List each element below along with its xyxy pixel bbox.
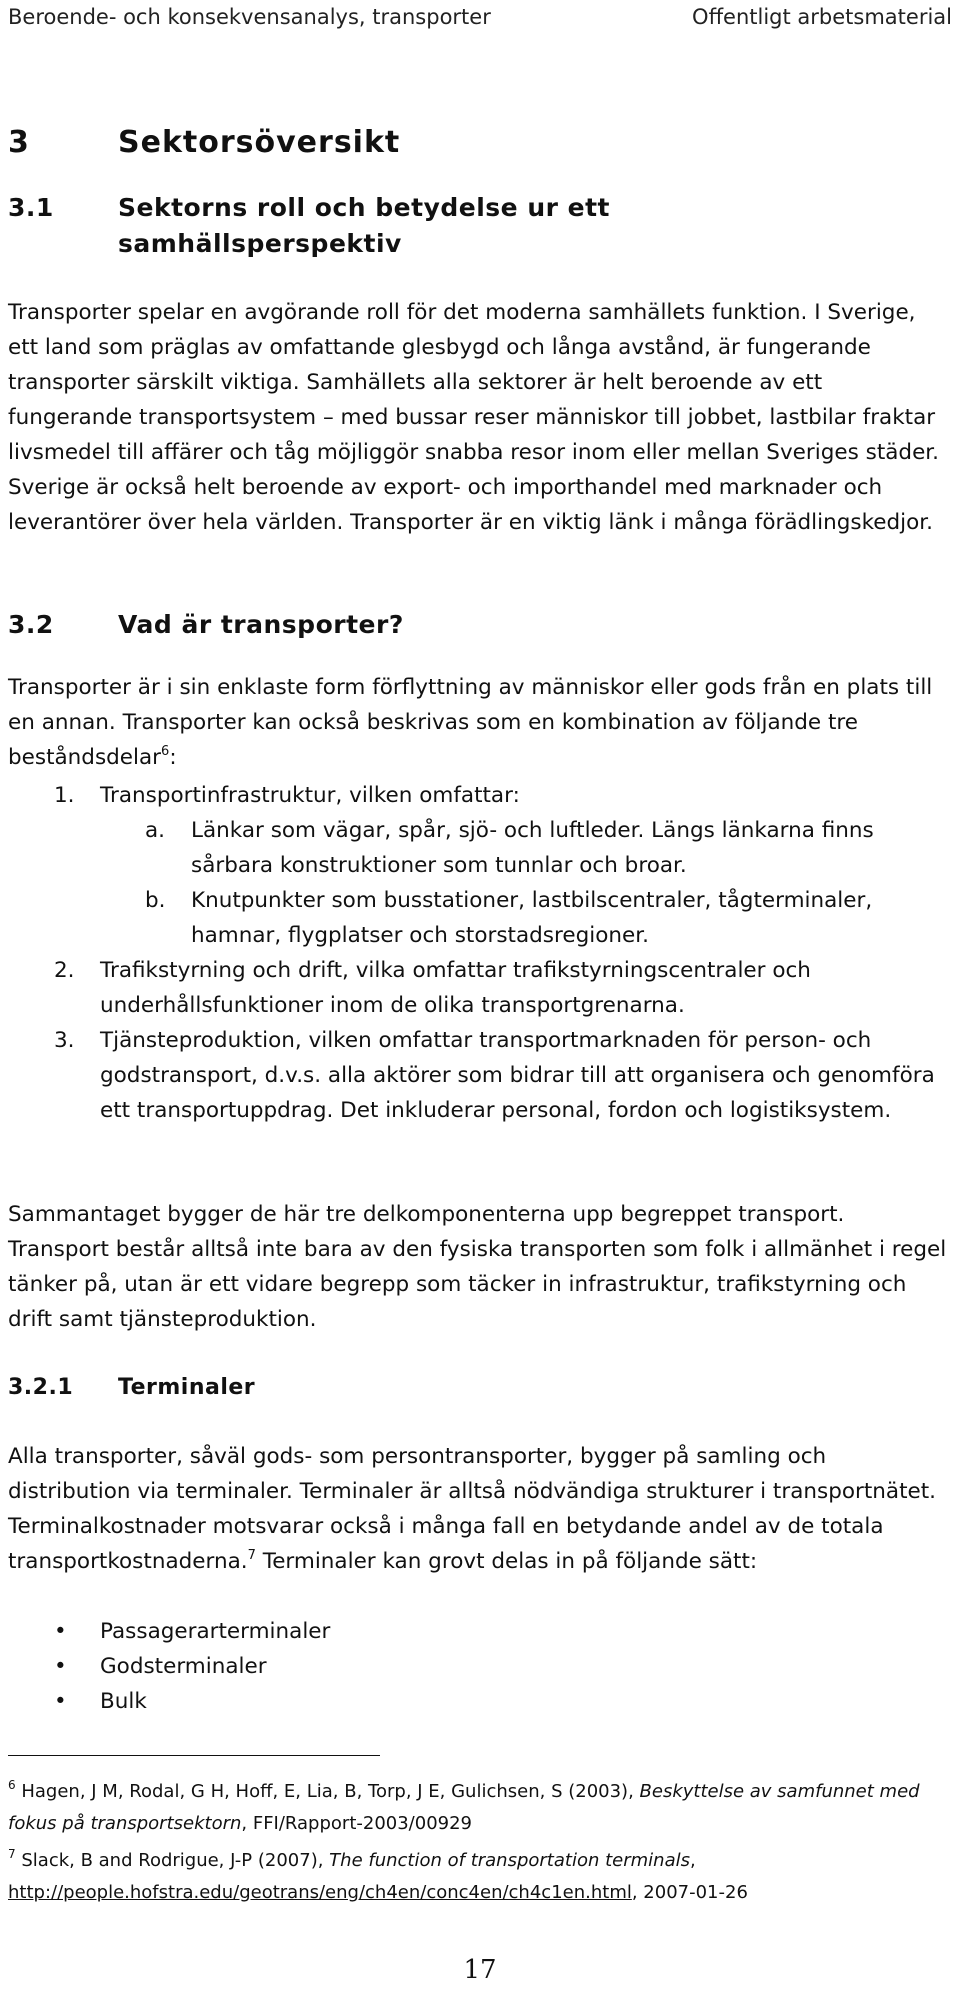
heading-section-3-2 — [8, 607, 818, 643]
footnote-title: The function of transportation terminals — [329, 1850, 690, 1871]
paragraph-what-is-transport — [8, 670, 952, 775]
heading-number: 3.2 — [8, 610, 54, 639]
footnote-separator — [8, 1755, 380, 1756]
list-item-1 — [8, 778, 952, 813]
list-item-text: Länkar som vägar, spår, sjö- och luftleder. Längs länkarna finns sårbara konstruktioner som tunnlar och broar. — [191, 818, 874, 878]
bullet-icon: • — [54, 1654, 67, 1679]
heading-number: 3.1 — [8, 193, 54, 222]
list-marker: 3. — [54, 1028, 75, 1053]
heading-title: Terminaler — [118, 1375, 256, 1400]
list-item-1a — [8, 813, 952, 883]
paragraph-summary: Sammantaget bygger de här tre delkomponenterna upp begreppet transport. Transport består alltså inte bara av den fysiska transporten som folk i allmänhet i regel tänker på, utan är ett vidare begrepp som täcker in infrastruktur, trafikstyrning och drift samt tjänsteproduktion. — [8, 1202, 947, 1332]
heading-title: Sektorsöversikt — [118, 125, 401, 160]
footnote-text: Hagen, J M, Rodal, G H, Hoff, E, Lia, B, Torp, J E, Gulichsen, S (2003), — [15, 1781, 640, 1802]
header-right-label: Offentligt arbetsmaterial — [692, 5, 952, 29]
header-left-title: Beroende- och konsekvensanalys, transporter — [8, 5, 491, 29]
paragraph-text: Alla transporter, såväl gods- som persontransporter, bygger på samling och distribution via terminaler. Terminaler är alltså nödvändiga strukturer i transportnätet. Terminalkostnader motsvarar också i många fall en betydande andel av de totala transportkostnaderna. — [8, 1444, 936, 1574]
list-marker: 2. — [54, 958, 75, 983]
list-item-text: Tjänsteproduktion, vilken omfattar transportmarknaden för person- och godstransport, d.v.s. alla aktörer som bidrar till att organisera och genomföra ett transportuppdrag. Det inkluderar personal, fordon och logistiksystem. — [100, 1028, 935, 1123]
document-page — [8, 0, 952, 2004]
footnote-title: Beskyttelse av samfunnet med fokus på transportsektorn — [8, 1781, 920, 1834]
footnote-6 — [8, 1776, 952, 1840]
list-marker: a. — [145, 818, 166, 843]
page-number: 17 — [463, 1955, 497, 1985]
bullet-text: Godsterminaler — [100, 1654, 267, 1679]
list-marker: 1. — [54, 783, 75, 808]
footnote-link[interactable]: http://people.hofstra.edu/geotrans/eng/ch4en/conc4en/ch4c1en.html — [8, 1882, 632, 1903]
paragraph-text-end: Terminaler kan grovt delas in på följande sätt: — [255, 1549, 758, 1574]
list-item-3 — [8, 1023, 952, 1128]
footnote-ref-6[interactable]: 6 — [161, 744, 170, 759]
footnote-number: 7 — [8, 1847, 16, 1861]
list-item-text: Trafikstyrning och drift, vilka omfattar trafikstyrningscentraler och underhållsfunktioner inom de olika transportgrenarna. — [100, 958, 811, 1018]
list-item-text: Transportinfrastruktur, vilken omfattar: — [100, 783, 520, 808]
heading-number: 3 — [8, 125, 30, 160]
paragraph-role-of-transport: Transporter spelar en avgörande roll för det moderna samhällets funktion. I Sverige, ett land som präglas av omfattande glesbygd och långa avstånd, är fungerande transporter särskilt viktiga. Samhällets alla sektorer är helt beroende av ett fungerande transportsystem – med bussar reser människor till jobbet, lastbilar fraktar livsmedel till affärer och tåg möjliggör snabba resor inom eller mellan Sveriges städer. Sverige är också helt beroende av export- och importhandel med marknader och leverantörer över hela världen. Transporter är en viktig länk i många förädlingskedjor. — [8, 300, 939, 535]
footnote-text-end: , FFI/Rapport-2003/00929 — [241, 1813, 473, 1834]
heading-section-3-2-1 — [8, 1371, 255, 1405]
paragraph-text: Transporter är i sin enklaste form förflyttning av människor eller gods från en plats till en annan. Transporter kan också beskrivas som en kombination av följande tre beståndsdelar — [8, 675, 933, 770]
paragraph-terminals — [8, 1439, 952, 1579]
bullet-icon: • — [54, 1619, 67, 1644]
footnote-text: Slack, B and Rodrigue, J-P (2007), — [15, 1850, 330, 1871]
bullet-text: Bulk — [100, 1689, 147, 1714]
list-item-2 — [8, 953, 952, 1023]
heading-number: 3.2.1 — [8, 1375, 74, 1400]
bullet-icon: • — [54, 1689, 67, 1714]
list-item-1b — [8, 883, 952, 953]
bullet-text: Passagerarterminaler — [100, 1619, 331, 1644]
list-item-text: Knutpunkter som busstationer, lastbilscentraler, tågterminaler, hamnar, flygplatser och storstadsregioner. — [191, 888, 873, 948]
heading-section-3-1 — [8, 190, 818, 262]
footnote-text-sep: , — [689, 1850, 696, 1871]
heading-title: Sektorns roll och betydelse ur ett samhällsperspektiv — [118, 193, 611, 258]
footnote-ref-7[interactable]: 7 — [247, 1548, 256, 1563]
list-marker: b. — [145, 888, 166, 913]
footnote-number: 6 — [8, 1778, 16, 1792]
footnote-7 — [8, 1845, 952, 1909]
footnote-link-date: , 2007-01-26 — [631, 1882, 748, 1903]
paragraph-text-end: : — [169, 745, 177, 770]
heading-title: Vad är transporter? — [118, 610, 404, 639]
heading-section-3 — [8, 125, 400, 160]
